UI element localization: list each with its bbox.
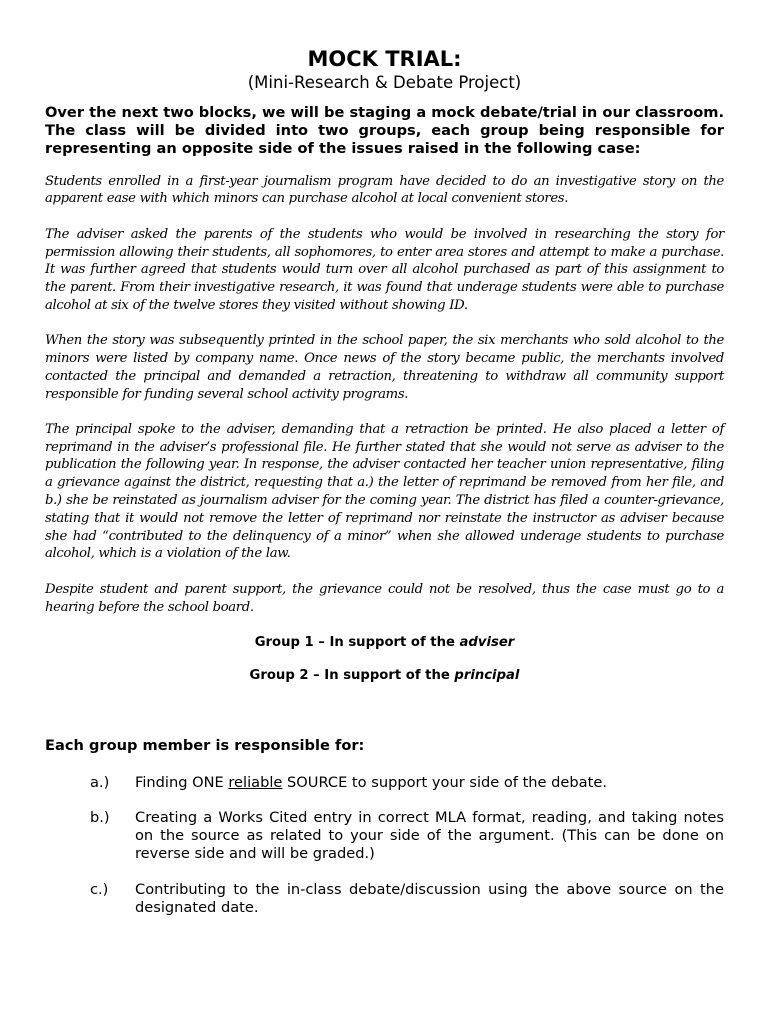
list-marker: c.) bbox=[90, 880, 109, 898]
list-item-text: Creating a Works Cited entry in correct MLA format, reading, and taking notes on the source as related to your side of the argument. (This can be done on reverse side and will be graded.) bbox=[135, 809, 724, 863]
document-subtitle: (Mini-Research & Debate Project) bbox=[247, 73, 522, 92]
case-paragraph-2: The adviser asked the parents of the students who would be involved in researching the story for permission allowing their students, all sophomores, to enter area stores and attempt to make a purchase. It was further agreed that students would turn over all alcohol purchased as part of this assignment to the parent. From their investigative research, it was found that underage students were able to purchase alcohol at six of the twelve stores they visited without showing ID. bbox=[45, 226, 724, 313]
list-marker: a.) bbox=[90, 773, 110, 791]
responsibility-item-c bbox=[45, 881, 724, 917]
case-paragraph-3: When the story was subsequently printed in the school paper, the six merchants who sold alcohol to the minors were listed by company name. Once news of the story became public, the merchants involved contacted the principal and demanded a retraction, threatening to withdraw all community support responsible for funding several school activity programs. bbox=[45, 333, 724, 402]
list-item-text bbox=[135, 774, 724, 792]
underlined-word: reliable bbox=[228, 773, 283, 791]
text-fragment: SOURCE to support your side of the debate. bbox=[282, 773, 607, 791]
case-paragraph-1: Students enrolled in a first-year journalism program have decided to do an investigative story on the apparent ease with which minors can purchase alcohol at local convenient stores. bbox=[45, 173, 724, 207]
group-1-prefix: Group 1 – In support of the bbox=[254, 634, 460, 650]
responsibilities-heading: Each group member is responsible for: bbox=[45, 736, 365, 754]
list-marker: b.) bbox=[90, 809, 110, 827]
text-fragment: Finding ONE bbox=[135, 773, 229, 791]
responsibility-item-a bbox=[45, 774, 724, 792]
intro-paragraph: Over the next two blocks, we will be staging a mock debate/trial in our classroom. The class will be divided into two groups, each group being responsible for representing an opposite side of the issues raised in the following case: bbox=[45, 104, 724, 158]
group-2-prefix: Group 2 – In support of the bbox=[249, 667, 455, 683]
case-paragraph-4: The principal spoke to the adviser, demanding that a retraction be printed. He also placed a letter of reprimand in the adviser’s professional file. He further stated that she would not serve as adviser to the publication the following year. In response, the adviser contacted her teacher union representative, filing a grievance against the district, requesting that a.) the letter of reprimand be removed from her file, and b.) she be reinstated as journalism adviser for the coming year. The district has filed a counter-grievance, stating that it would not remove the letter of reprimand nor reinstate the instructor as adviser because she had “contributed to the delinquency of a minor” when she allowed underage students to purchase alcohol, which is a violation of the law. bbox=[45, 421, 724, 562]
group-1-label bbox=[45, 634, 724, 652]
document-page bbox=[45, 46, 724, 934]
group-2-role: principal bbox=[454, 667, 520, 683]
responsibility-item-b bbox=[45, 809, 724, 864]
list-item-text: Contributing to the in-class debate/discussion using the above source on the designated date. bbox=[135, 880, 724, 916]
group-1-role: adviser bbox=[459, 634, 515, 650]
case-paragraph-5: Despite student and parent support, the grievance could not be resolved, thus the case must go to a hearing before the school board. bbox=[45, 581, 724, 615]
group-2-label bbox=[45, 667, 724, 685]
document-title: MOCK TRIAL: bbox=[307, 47, 462, 71]
